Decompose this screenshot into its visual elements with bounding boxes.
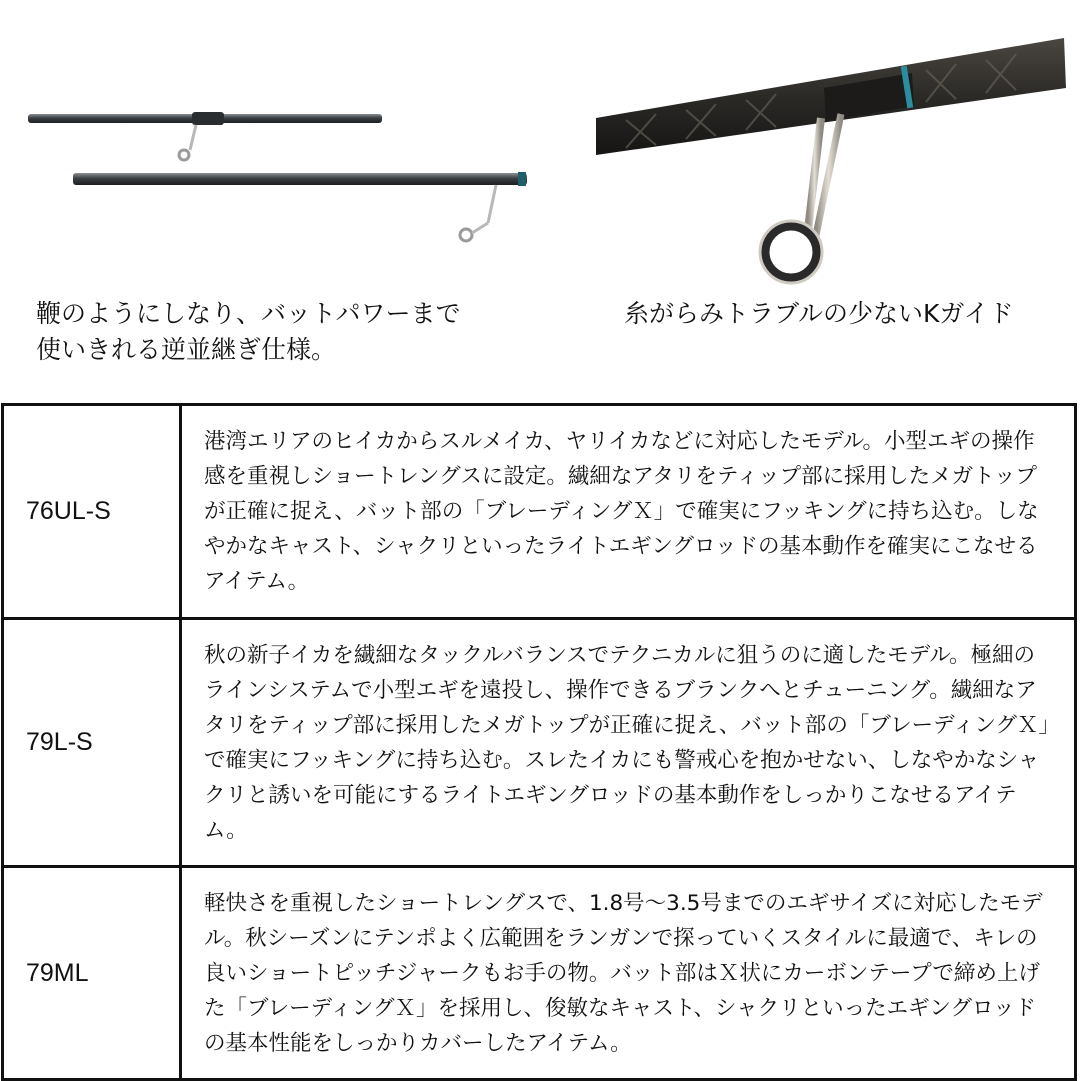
model-name: 76UL-S bbox=[3, 405, 181, 619]
model-spec-table bbox=[1, 403, 1077, 1081]
table-row bbox=[3, 619, 1076, 867]
model-description: 港湾エリアのヒイカからスルメイカ、ヤリイカなどに対応したモデル。小型エギの操作感を重視しショートレングスに設定。繊細なアタリをティップ部に採用したメガトップが正確に捉え、バット部の「ブレーディングＸ」で確実にフッキングに持ち込む。しなやかなキャスト、シャクリといったライトエギングロッドの基本動作を確実にこなせるアイテム。 bbox=[181, 405, 1076, 619]
table-row bbox=[3, 867, 1076, 1080]
rod-sections-photo bbox=[20, 95, 540, 255]
k-guide-photo bbox=[596, 30, 1066, 290]
caption-k-guide: 糸がらみトラブルの少ないKガイド bbox=[624, 299, 1014, 328]
caption-inverted-joint: 鞭のようにしなり、バットパワーまで 使いきれる逆並継ぎ仕様。 bbox=[36, 299, 461, 364]
model-description: 秋の新子イカを繊細なタックルバランスでテクニカルに狙うのに適したモデル。極細のラインシステムで小型エギを遠投し、操作できるブランクへとチューニング。繊細なアタリをティップ部に採用したメガトップが正確に捉え、バット部の「ブレーディングＸ」で確実にフッキングに持ち込む。スレたイカにも警戒心を抱かせない、しなやかなシャクリと誘いを可能にするライトエギングロッドの基本動作をしっかりこなせるアイテム。 bbox=[181, 619, 1076, 867]
model-description: 軽快さを重視したショートレングスで、1.8号〜3.5号までのエギサイズに対応したモデル。秋シーズンにテンポよく広範囲をランガンで探っていくスタイルに最適で、キレの良いショートピッチジャークもお手の物。バット部はＸ状にカーボンテープで締め上げた「ブレーディングＸ」を採用し、俊敏なキャスト、シャクリといったエギングロッドの基本性能をしっかりカバーしたアイテム。 bbox=[181, 867, 1076, 1080]
table-row bbox=[3, 405, 1076, 619]
model-name: 79L-S bbox=[3, 619, 181, 867]
model-name: 79ML bbox=[3, 867, 181, 1080]
